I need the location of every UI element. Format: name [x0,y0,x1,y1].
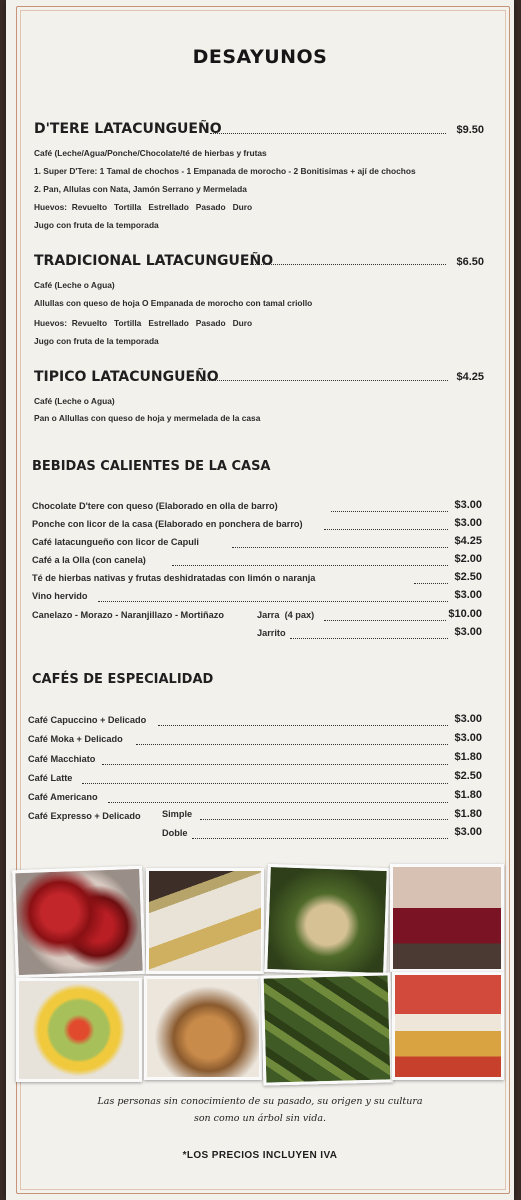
leader-dots [200,819,448,820]
dish-line: Café (Leche/Agua/Ponche/Chocolate/té de hierbas y frutas [34,148,267,158]
dish-price: $6.50 [456,256,484,268]
drink-price: $3.00 [454,499,482,511]
coffee-name: Café Capuccino + Delicado [28,715,147,725]
photo-empanadas [392,972,504,1080]
coffee-name: Café Moka + Delicado [28,734,123,744]
coffee-price: $3.00 [454,713,482,725]
drink-price: $2.50 [454,571,482,583]
coffee-price: $1.80 [454,808,482,820]
menu-page [6,0,514,1200]
drink-price: $3.00 [454,626,482,638]
dish-line: Allullas con queso de hoja O Empanada de morocho con tamal criollo [34,298,313,308]
dish-line: Café (Leche o Agua) [34,280,115,290]
section-heading-specialty: CAFÉS DE ESPECIALIDAD [32,672,214,687]
dish-price: $9.50 [456,124,484,136]
leader-dots [192,838,448,839]
drink-price: $4.25 [454,535,482,547]
coffee-price: $2.50 [454,770,482,782]
leader-dots [102,764,448,765]
dish-name: TRADICIONAL LATACUNGUEÑO [34,253,274,269]
leader-dots [136,744,448,745]
leader-dots [290,638,448,639]
section-heading-hot-drinks: BEBIDAS CALIENTES DE LA CASA [32,459,271,474]
coffee-name: Café Americano [28,792,98,802]
leader-dots [200,380,448,381]
drink-price: $10.00 [448,608,482,620]
photo-bread-basket [144,976,262,1080]
drink-name: Té de hierbas nativas y frutas deshidratadas con limón o naranja [32,573,316,583]
drink-option-label: Jarrito [257,628,286,638]
coffee-price: $1.80 [454,789,482,801]
coffee-price: $3.00 [454,732,482,744]
drink-price: $3.00 [454,589,482,601]
leader-dots [250,264,446,265]
leader-dots [331,511,448,512]
dish-line: 1. Super D'Tere: 1 Tamal de chochos - 1 Empanada de morocho - 2 Bonitisimas + ají de chochos [34,166,416,176]
leader-dots [210,133,446,134]
dish-line: Huevos: Revuelto Tortilla Estrellado Pasado Duro [34,318,253,328]
coffee-option-label: Doble [162,828,188,838]
page-title: DESAYUNOS [192,46,328,68]
photo-red-drinks [390,864,504,972]
dish-line: Café (Leche o Agua) [34,396,115,406]
quote-line-1: Las personas sin conocimiento de su pasado, su origen y su cultura [97,1096,423,1107]
drink-name: Chocolate D'tere con queso (Elaborado en olla de barro) [32,501,278,511]
drink-name: Vino hervido [32,591,88,601]
photo-fruit-dessert [12,866,146,978]
leader-dots [158,725,448,726]
coffee-price: $1.80 [454,751,482,763]
coffee-option-label: Simple [162,809,193,819]
coffee-price: $3.00 [454,826,482,838]
coffee-name: Café Latte [28,773,73,783]
drink-option-label: Jarra (4 pax) [257,610,315,620]
photo-wrapped-tamales [261,972,394,1085]
leader-dots [324,529,448,530]
photo-coffee-plates [146,868,264,974]
coffee-name: Café Macchiato [28,754,96,764]
dish-price: $4.25 [456,371,484,383]
leader-dots [82,783,448,784]
leader-dots [172,565,448,566]
drink-name: Café latacungueño con licor de Capuli [32,537,199,547]
drink-name: Ponche con licor de la casa (Elaborado en ponchera de barro) [32,519,303,529]
photo-leaf-tamale [264,864,390,976]
dish-name: D'TERE LATACUNGUEÑO [34,121,222,137]
dish-line: Jugo con fruta de la temporada [34,336,159,346]
footer-note: *LOS PRECIOS INCLUYEN IVA [182,1150,338,1161]
dish-name: TIPICO LATACUNGUEÑO [34,369,219,385]
drink-price: $3.00 [454,517,482,529]
leader-dots [232,547,448,548]
drink-name: Canelazo - Morazo - Naranjillazo - Mortiñazo [32,610,224,620]
dish-line: 2. Pan, Allulas con Nata, Jamón Serrano y Mermelada [34,184,247,194]
quote-line-2: son como un árbol sin vida. [193,1113,327,1124]
dish-line: Pan o Allullas con queso de hoja y mermelada de la casa [34,413,261,423]
leader-dots [324,620,446,621]
dish-line: Huevos: Revuelto Tortilla Estrellado Pasado Duro [34,202,253,212]
leader-dots [108,802,448,803]
drink-price: $2.00 [454,553,482,565]
coffee-name: Café Expresso + Delicado [28,811,141,821]
drink-name: Café a la Olla (con canela) [32,555,146,565]
leader-dots [414,583,448,584]
photo-avocado-salad [16,978,142,1082]
dish-line: Jugo con fruta de la temporada [34,220,159,230]
leader-dots [98,601,448,602]
